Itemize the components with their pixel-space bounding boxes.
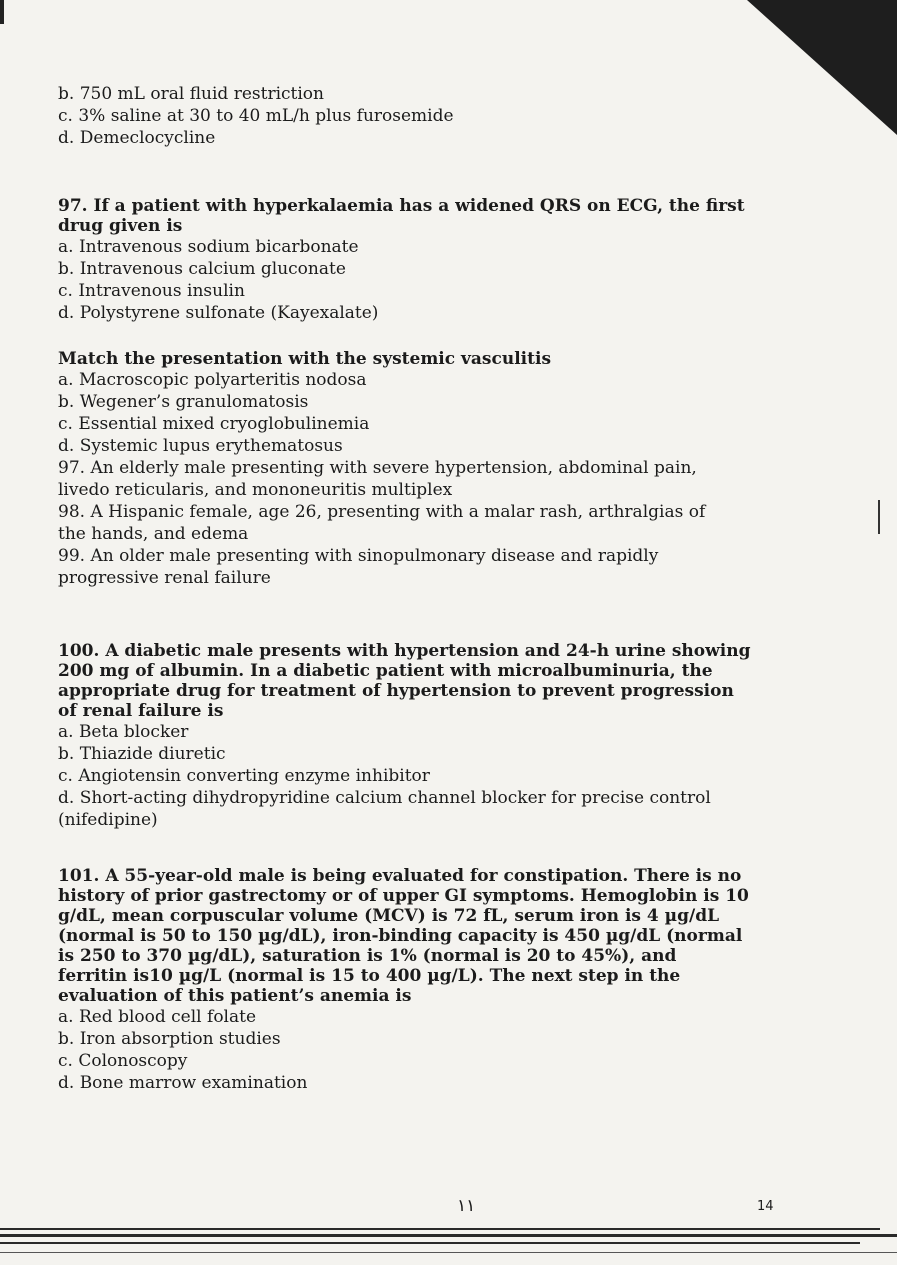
option-line: c. 3% saline at 30 to 40 mL/h plus furosemide xyxy=(58,106,454,126)
option-line: b. Wegener’s granulomatosis xyxy=(58,392,309,412)
left-edge-mark xyxy=(0,0,4,24)
option-line: c. Essential mixed cryoglobulinemia xyxy=(58,414,370,434)
question-stem-line: history of prior gastrectomy or of upper GI symptoms. Hemoglobin is 10 xyxy=(58,886,749,906)
option-line: c. Colonoscopy xyxy=(58,1051,188,1071)
match-item-line: progressive renal failure xyxy=(58,568,271,588)
match-item-line: livedo reticularis, and mononeuritis multiplex xyxy=(58,480,453,500)
match-item-line: the hands, and edema xyxy=(58,524,249,544)
option-line: a. Red blood cell folate xyxy=(58,1007,257,1027)
question-stem-line: 200 mg of albumin. In a diabetic patient with microalbuminuria, the xyxy=(58,661,713,681)
matching-question xyxy=(58,349,798,589)
question-stem-line: drug given is xyxy=(58,216,183,236)
option-line: a. Intravenous sodium bicarbonate xyxy=(58,237,359,257)
match-item-line: 99. An older male presenting with sinopulmonary disease and rapidly xyxy=(58,546,659,566)
question-101 xyxy=(58,866,798,1094)
question-97 xyxy=(58,196,798,324)
handwritten-page-mark: ١١ xyxy=(457,1196,476,1216)
option-line: d. Demeclocycline xyxy=(58,128,216,148)
question-stem-line: appropriate drug for treatment of hypertension to prevent progression xyxy=(58,681,734,701)
option-line: a. Beta blocker xyxy=(58,722,189,742)
question-stem-line: (normal is 50 to 150 µg/dL), iron-binding capacity is 450 µg/dL (normal xyxy=(58,926,743,946)
question-stem-line: is 250 to 370 µg/dL), saturation is 1% (normal is 20 to 45%), and xyxy=(58,946,677,966)
option-line: b. Thiazide diuretic xyxy=(58,744,226,764)
matching-title: Match the presentation with the systemic vasculitis xyxy=(58,349,552,369)
page-number: 14 xyxy=(757,1199,774,1214)
option-line: c. Intravenous insulin xyxy=(58,281,245,301)
option-line: d. Systemic lupus erythematosus xyxy=(58,436,343,456)
question-stem-line: 101. A 55-year-old male is being evaluated for constipation. There is no xyxy=(58,866,742,886)
previous-question-options xyxy=(58,83,798,149)
match-item-line: 97. An elderly male presenting with severe hypertension, abdominal pain, xyxy=(58,458,697,478)
option-line: d. Polystyrene sulfonate (Kayexalate) xyxy=(58,303,379,323)
question-stem-line: g/dL, mean corpuscular volume (MCV) is 72 fL, serum iron is 4 µg/dL xyxy=(58,906,720,926)
question-stem-line: of renal failure is xyxy=(58,701,224,721)
scan-edge-lines xyxy=(0,1222,897,1265)
option-line: d. Bone marrow examination xyxy=(58,1073,308,1093)
option-line: c. Angiotensin converting enzyme inhibitor xyxy=(58,766,430,786)
question-100 xyxy=(58,641,798,831)
margin-mark xyxy=(878,500,880,534)
option-line: b. Iron absorption studies xyxy=(58,1029,281,1049)
question-stem-line: 100. A diabetic male presents with hypertension and 24-h urine showing xyxy=(58,641,751,661)
question-stem-line: 97. If a patient with hyperkalaemia has a widened QRS on ECG, the first xyxy=(58,196,745,216)
option-line: b. 750 mL oral fluid restriction xyxy=(58,84,324,104)
option-line: (nifedipine) xyxy=(58,810,158,830)
question-stem-line: ferritin is10 µg/L (normal is 15 to 400 µg/L). The next step in the xyxy=(58,966,681,986)
option-line: a. Macroscopic polyarteritis nodosa xyxy=(58,370,367,390)
option-line: b. Intravenous calcium gluconate xyxy=(58,259,346,279)
option-line: d. Short-acting dihydropyridine calcium channel blocker for precise control xyxy=(58,788,711,808)
match-item-line: 98. A Hispanic female, age 26, presenting with a malar rash, arthralgias of xyxy=(58,502,706,522)
question-stem-line: evaluation of this patient’s anemia is xyxy=(58,986,412,1006)
